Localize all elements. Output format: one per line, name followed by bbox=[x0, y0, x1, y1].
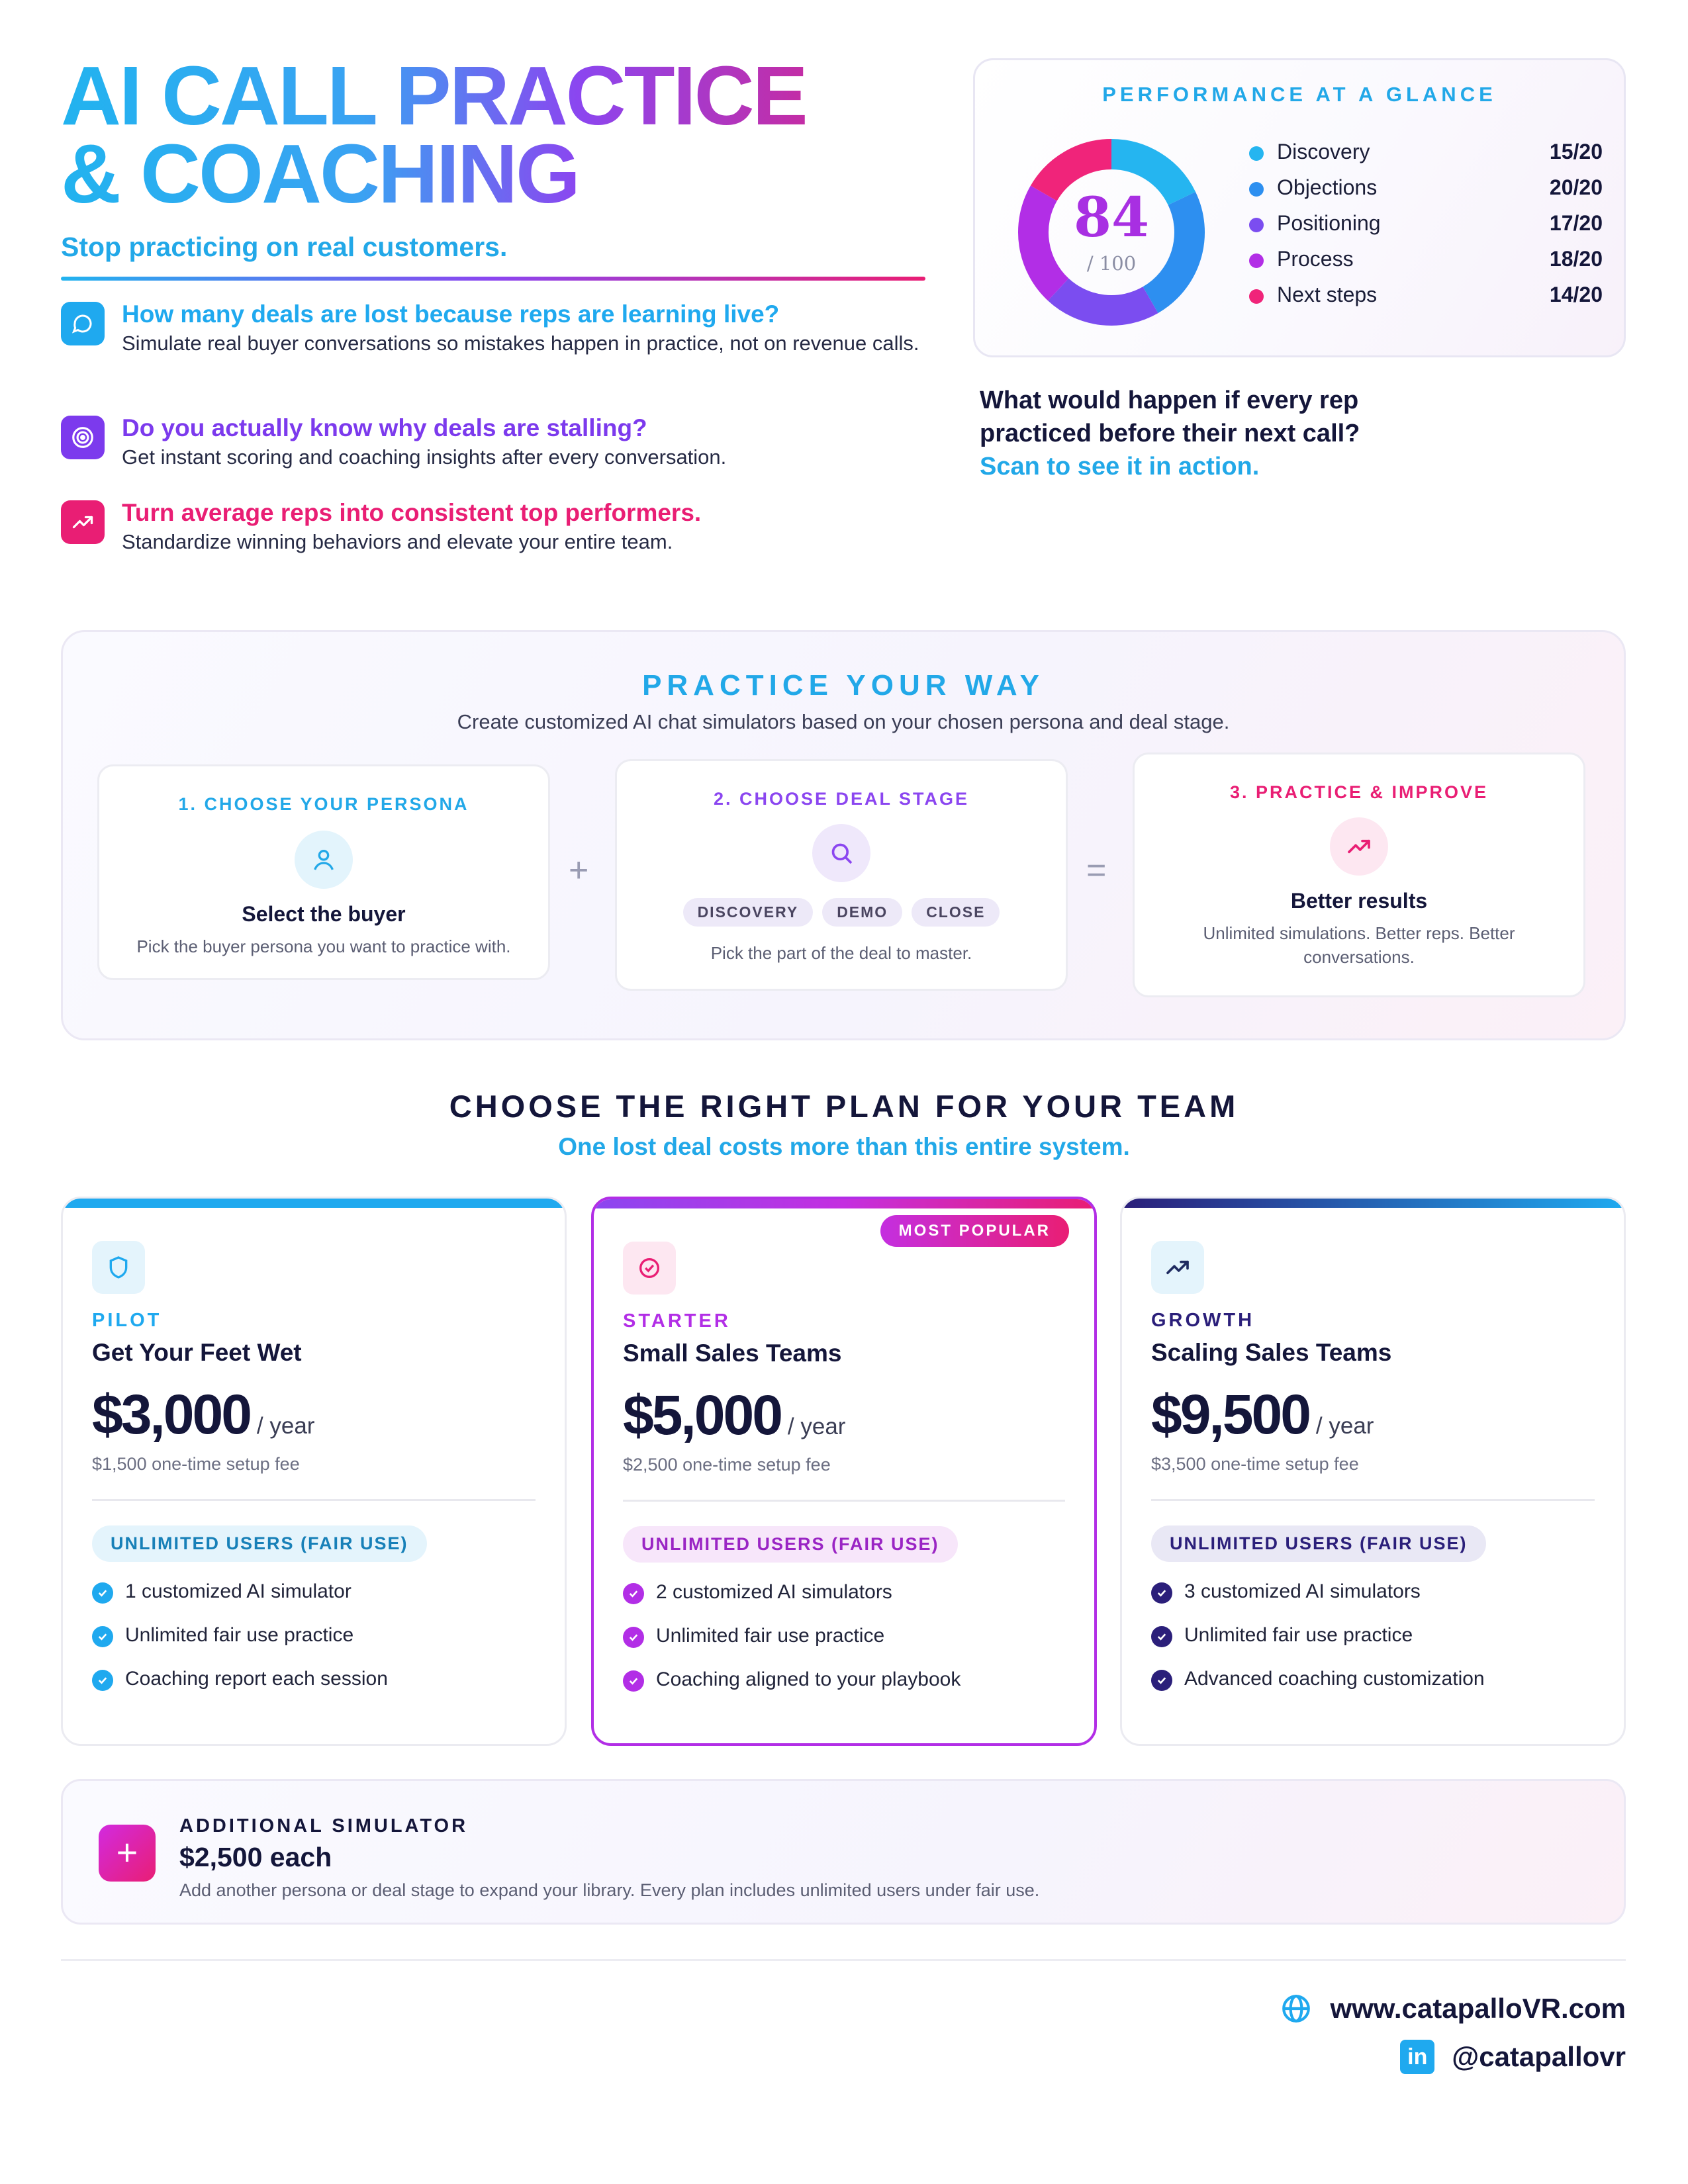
plan-card-growth[interactable] bbox=[1120, 1197, 1626, 1746]
bullet-title: How many deals are lost because reps are learning live? bbox=[122, 300, 780, 328]
step-text: Pick the buyer persona you want to practice with. bbox=[136, 936, 511, 956]
list-item bbox=[92, 1623, 388, 1667]
plan-accent-bar bbox=[594, 1199, 1094, 1208]
step-text: Pick the part of the deal to master. bbox=[710, 943, 972, 963]
globe-icon bbox=[1280, 1992, 1313, 2025]
legend-row bbox=[1245, 244, 1603, 280]
plan-period: / year bbox=[787, 1414, 846, 1439]
feature-text: 3 customized AI simulators bbox=[1184, 1580, 1421, 1602]
bullet-text: Standardize winning behaviors and elevate your entire team. bbox=[122, 530, 673, 553]
bullet-text: Get instant scoring and coaching insights after every conversation. bbox=[122, 445, 727, 469]
subtitle-divider bbox=[61, 277, 925, 281]
plan-accent-bar bbox=[63, 1199, 565, 1208]
trend-up-icon bbox=[1330, 817, 1388, 876]
plan-features bbox=[92, 1580, 388, 1711]
legend-label: Discovery bbox=[1277, 140, 1370, 163]
plan-price-value: $3,000 bbox=[92, 1383, 250, 1445]
target-icon bbox=[61, 416, 105, 459]
list-item bbox=[1151, 1623, 1485, 1667]
website-link[interactable] bbox=[1280, 1992, 1626, 2025]
feature-text: Coaching aligned to your playbook bbox=[656, 1668, 961, 1690]
website-text: www.catapalloVR.com bbox=[1330, 1993, 1626, 2024]
plan-divider bbox=[92, 1499, 536, 1501]
legend-value: 15/20 bbox=[1549, 140, 1603, 163]
performance-card bbox=[973, 58, 1626, 357]
list-item bbox=[1151, 1667, 1485, 1711]
plan-price-value: $5,000 bbox=[623, 1384, 781, 1446]
plan-features bbox=[1151, 1580, 1485, 1711]
bullet-item bbox=[61, 498, 941, 556]
bullet-item bbox=[61, 413, 941, 471]
legend-value: 20/20 bbox=[1549, 175, 1603, 199]
plan-period: / year bbox=[256, 1413, 315, 1439]
plan-name: Small Sales Teams bbox=[623, 1340, 842, 1367]
legend-value: 18/20 bbox=[1549, 247, 1603, 271]
score-value: 84 bbox=[1073, 186, 1150, 250]
additional-simulator-card bbox=[61, 1779, 1626, 1925]
legend-label: Process bbox=[1277, 247, 1354, 271]
plan-divider bbox=[1151, 1499, 1595, 1501]
bullet-item bbox=[61, 299, 941, 357]
chat-bubble-icon bbox=[61, 302, 105, 345]
addon-price: $2,500 each bbox=[179, 1842, 332, 1872]
step-label: 1. CHOOSE YOUR PERSONA bbox=[178, 794, 469, 814]
feature-text: Unlimited fair use practice bbox=[125, 1624, 354, 1646]
addon-text: Add another persona or deal stage to expand your library. Every plan includes unlimited users under fair use. bbox=[179, 1880, 1040, 1900]
check-icon bbox=[1151, 1582, 1172, 1604]
check-icon bbox=[623, 1583, 644, 1604]
check-circle-icon bbox=[623, 1242, 676, 1295]
bullet-text: Simulate real buyer conversations so mistakes happen in practice, not on revenue calls. bbox=[122, 332, 919, 355]
addon-label: ADDITIONAL SIMULATOR bbox=[179, 1815, 469, 1837]
check-icon bbox=[92, 1582, 113, 1604]
cta-scan-text[interactable]: Scan to see it in action. bbox=[980, 453, 1260, 480]
plan-card-starter[interactable] bbox=[591, 1197, 1097, 1746]
step-card-practice bbox=[1133, 752, 1585, 997]
legend-dot bbox=[1249, 289, 1264, 304]
step-card-deal-stage bbox=[615, 759, 1068, 991]
shield-icon bbox=[92, 1241, 145, 1294]
legend-row bbox=[1245, 173, 1603, 208]
plans-subtitle: One lost deal costs more than this entire system. bbox=[558, 1133, 1130, 1160]
plan-name: Get Your Feet Wet bbox=[92, 1339, 302, 1366]
plan-name: Scaling Sales Teams bbox=[1151, 1339, 1392, 1366]
check-icon bbox=[623, 1627, 644, 1648]
legend-label: Next steps bbox=[1277, 283, 1378, 306]
list-item bbox=[92, 1580, 388, 1623]
legend-value: 17/20 bbox=[1549, 211, 1603, 235]
step-heading: Better results bbox=[1290, 889, 1428, 913]
plan-users-badge: UNLIMITED USERS (FAIR USE) bbox=[623, 1526, 958, 1563]
linkedin-link[interactable] bbox=[1400, 2040, 1626, 2074]
list-item bbox=[92, 1667, 388, 1711]
legend-dot bbox=[1249, 146, 1264, 161]
feature-text: 1 customized AI simulator bbox=[125, 1580, 352, 1602]
check-icon bbox=[1151, 1670, 1172, 1691]
linkedin-icon: in bbox=[1400, 2040, 1434, 2074]
bullet-title: Do you actually know why deals are stalling? bbox=[122, 414, 647, 441]
list-item bbox=[623, 1624, 961, 1668]
score-display bbox=[1012, 133, 1211, 332]
hero-subtitle: Stop practicing on real customers. bbox=[61, 232, 508, 262]
plan-users-badge: UNLIMITED USERS (FAIR USE) bbox=[92, 1525, 427, 1562]
legend-label: Objections bbox=[1277, 175, 1378, 199]
chip-discovery[interactable]: DISCOVERY bbox=[683, 898, 814, 927]
equals-operator: = bbox=[1086, 851, 1107, 889]
legend-dot bbox=[1249, 218, 1264, 232]
bullet-title: Turn average reps into consistent top performers. bbox=[122, 499, 702, 526]
plan-price bbox=[623, 1383, 845, 1447]
plan-divider bbox=[623, 1500, 1065, 1502]
legend-row bbox=[1245, 208, 1603, 244]
plus-operator: + bbox=[569, 851, 589, 889]
plus-icon: + bbox=[99, 1825, 156, 1882]
search-icon bbox=[812, 824, 870, 882]
legend-dot bbox=[1249, 253, 1264, 268]
plan-price-value: $9,500 bbox=[1151, 1383, 1309, 1445]
feature-text: Unlimited fair use practice bbox=[656, 1625, 885, 1647]
step-heading: Select the buyer bbox=[242, 902, 406, 926]
check-icon bbox=[1151, 1626, 1172, 1647]
plan-tier: STARTER bbox=[623, 1310, 731, 1332]
plan-tier: PILOT bbox=[92, 1310, 162, 1331]
plans-title: CHOOSE THE RIGHT PLAN FOR YOUR TEAM bbox=[449, 1089, 1239, 1124]
step-text: Unlimited simulations. Better reps. Better conversations. bbox=[1203, 923, 1515, 967]
user-icon bbox=[295, 831, 353, 889]
legend-label: Positioning bbox=[1277, 211, 1381, 235]
legend-dot bbox=[1249, 182, 1264, 197]
plan-users-badge: UNLIMITED USERS (FAIR USE) bbox=[1151, 1525, 1486, 1562]
check-icon bbox=[623, 1670, 644, 1692]
title-line-2: & COACHING bbox=[61, 127, 579, 220]
trend-up-icon bbox=[1151, 1241, 1204, 1294]
cta-question: What would happen if every rep practiced before their next call? bbox=[980, 387, 1360, 447]
legend-row bbox=[1245, 280, 1603, 316]
score-legend bbox=[1245, 137, 1603, 316]
score-out-of: / 100 bbox=[1086, 252, 1137, 275]
performance-title: PERFORMANCE AT A GLANCE bbox=[1102, 83, 1497, 106]
chip-demo[interactable]: DEMO bbox=[822, 898, 902, 927]
plan-setup-fee: $2,500 one-time setup fee bbox=[623, 1455, 831, 1475]
practice-title: PRACTICE YOUR WAY bbox=[642, 669, 1045, 702]
practice-subtitle: Create customized AI chat simulators based on your chosen persona and deal stage. bbox=[457, 710, 1230, 733]
chip-close[interactable]: CLOSE bbox=[912, 898, 1000, 927]
step-label: 3. PRACTICE & IMPROVE bbox=[1229, 782, 1489, 802]
check-icon bbox=[92, 1670, 113, 1691]
linkedin-handle: @catapallovr bbox=[1452, 2041, 1626, 2072]
title-line-1: AI CALL PRACTICE bbox=[61, 49, 806, 142]
plan-accent-bar bbox=[1122, 1199, 1624, 1208]
plan-setup-fee: $1,500 one-time setup fee bbox=[92, 1454, 300, 1474]
plan-price bbox=[92, 1383, 314, 1447]
feature-text: Advanced coaching customization bbox=[1184, 1668, 1485, 1690]
feature-text: Coaching report each session bbox=[125, 1668, 388, 1690]
practice-panel bbox=[61, 630, 1626, 1040]
deal-stage-chips bbox=[617, 898, 1066, 927]
page-title bbox=[61, 49, 921, 220]
feature-text: Unlimited fair use practice bbox=[1184, 1624, 1413, 1646]
footer-divider bbox=[61, 1959, 1626, 1961]
list-item bbox=[1151, 1580, 1485, 1623]
step-card-persona bbox=[97, 764, 550, 980]
plan-tier: GROWTH bbox=[1151, 1310, 1255, 1331]
list-item bbox=[623, 1668, 961, 1711]
feature-text: 2 customized AI simulators bbox=[656, 1581, 892, 1603]
legend-row bbox=[1245, 137, 1603, 173]
check-icon bbox=[92, 1626, 113, 1647]
list-item bbox=[623, 1580, 961, 1624]
most-popular-badge: MOST POPULAR bbox=[880, 1215, 1069, 1247]
legend-value: 14/20 bbox=[1549, 283, 1603, 306]
plan-card-pilot[interactable] bbox=[61, 1197, 567, 1746]
plan-price bbox=[1151, 1383, 1374, 1447]
step-label: 2. CHOOSE DEAL STAGE bbox=[713, 789, 970, 809]
trend-up-icon bbox=[61, 500, 105, 544]
plan-setup-fee: $3,500 one-time setup fee bbox=[1151, 1454, 1359, 1474]
plan-features bbox=[623, 1580, 961, 1711]
plan-period: / year bbox=[1315, 1413, 1374, 1439]
